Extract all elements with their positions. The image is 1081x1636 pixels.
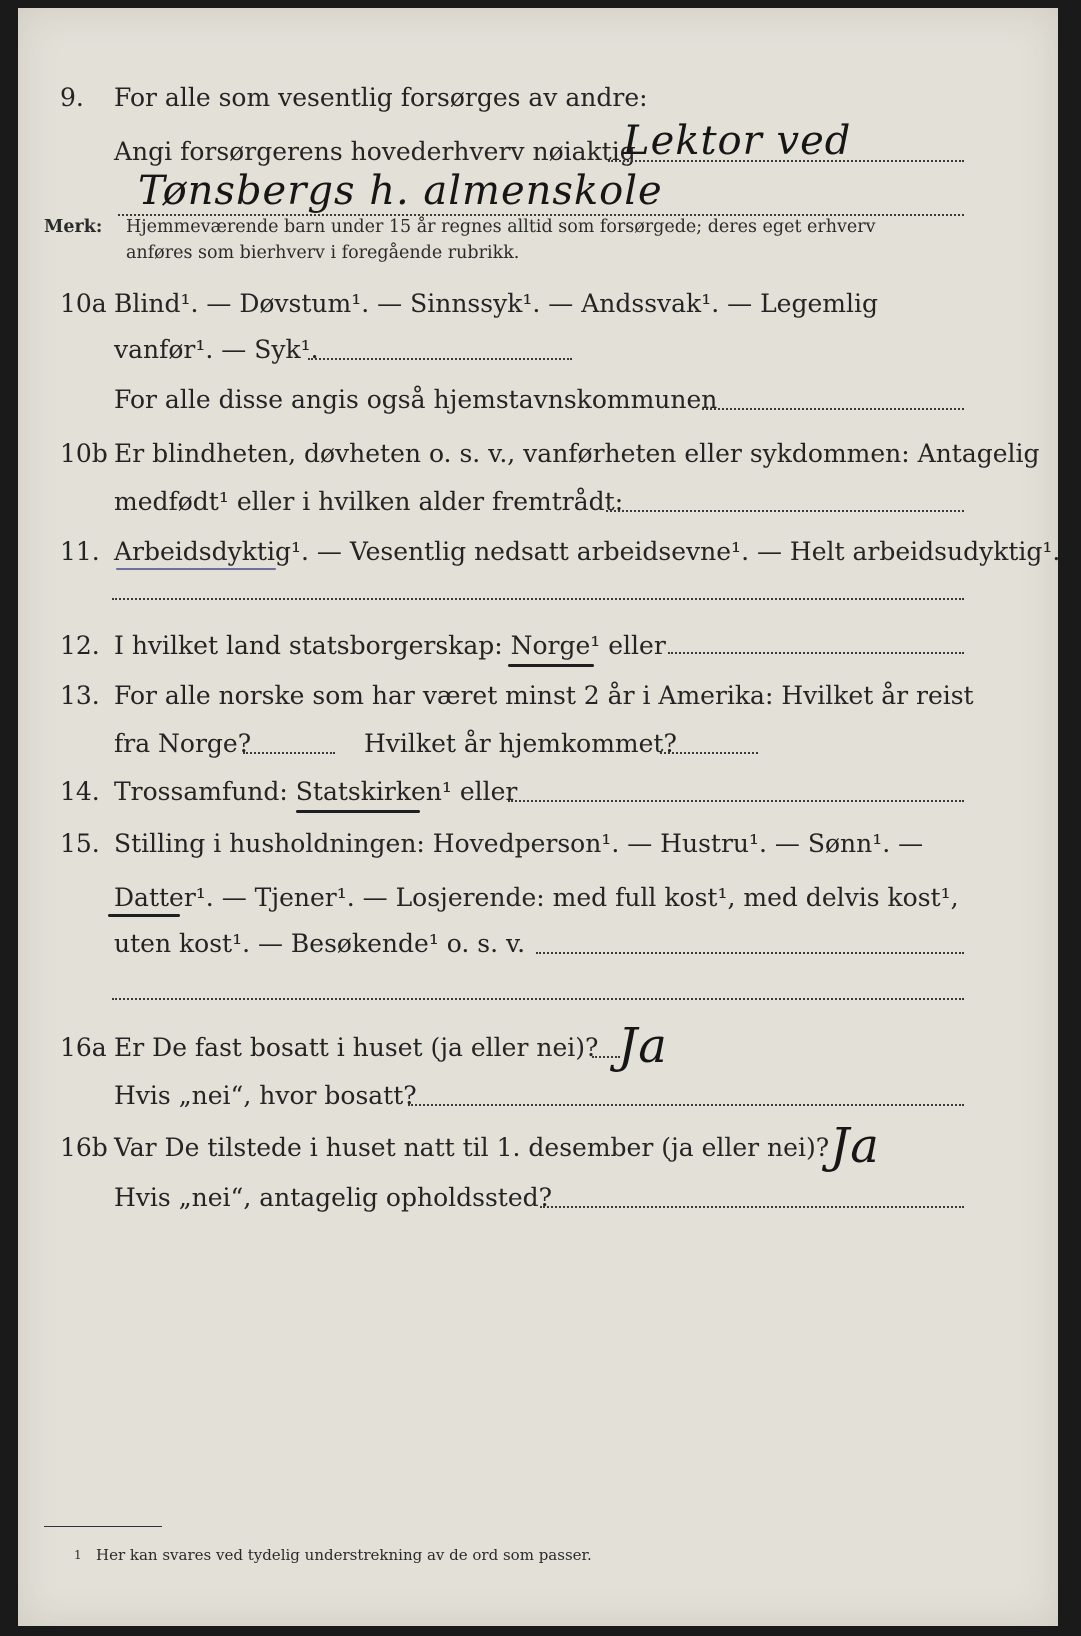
q9-provider-label: Angi forsørgerens hovederhverv nøiaktig	[114, 137, 636, 166]
q16b-text: Var De tilstede i huset natt til 1. desember (ja eller nei)?	[114, 1133, 830, 1162]
q16a-text2: Hvis „nei“, hvor bosatt?	[114, 1081, 417, 1110]
q13-number: 13.	[60, 681, 100, 710]
q13-answer-line-b	[660, 752, 758, 754]
q14-underline-statskirken	[296, 810, 420, 813]
q14-answer-line	[508, 800, 964, 802]
q10a-text3: For alle disse angis også hjemstavnskommunen	[114, 385, 718, 414]
q15-text2: Datter¹. — Tjener¹. — Losjerende: med full kost¹, med delvis kost¹,	[114, 883, 959, 912]
q16b-handwritten-answer: Ja	[830, 1118, 880, 1174]
q10a-text2: vanfør¹. — Syk¹.	[114, 335, 319, 364]
q14-number: 14.	[60, 777, 100, 806]
q15-text3: uten kost¹. — Besøkende¹ o. s. v.	[114, 929, 526, 958]
merk-label: Merk:	[44, 217, 103, 237]
q16b-number: 16b	[60, 1133, 108, 1162]
footnote-text: Her kan svares ved tydelig understrekning av de ord som passer.	[96, 1546, 592, 1564]
q16a-handwritten-answer: Ja	[618, 1018, 668, 1074]
q13-text2a: fra Norge?	[114, 729, 252, 758]
census-form-page	[18, 8, 1061, 1626]
q10a-answer-line	[308, 358, 572, 360]
q9-handwritten-answer-a: Lektor ved	[623, 118, 852, 164]
q15-text: Stilling i husholdningen: Hovedperson¹. — Hustru¹. — Sønn¹. —	[114, 829, 924, 858]
q9-handwritten-answer-b: Tønsbergs h. almenskole	[138, 168, 663, 214]
q11-answer-line	[112, 598, 964, 600]
q12-number: 12.	[60, 631, 100, 660]
q16b-answer-line	[540, 1206, 964, 1208]
q16a-number: 16a	[60, 1033, 107, 1062]
q16a-text: Er De fast bosatt i huset (ja eller nei)?	[114, 1033, 599, 1062]
q10a-number: 10a	[60, 289, 107, 318]
q10b-text2: medfødt¹ eller i hvilken alder fremtrådt:	[114, 487, 624, 516]
q11-number: 11.	[60, 537, 100, 566]
q10b-answer-line	[606, 510, 964, 512]
q16a-answer-line	[592, 1056, 620, 1058]
footnote-separator	[44, 1526, 162, 1527]
q12-answer-line	[668, 652, 964, 654]
q10b-text: Er blindheten, døvheten o. s. v., vanførheten eller sykdommen: Antagelig	[114, 439, 1040, 468]
q12-text: I hvilket land statsborgerskap: Norge¹ eller	[114, 631, 666, 660]
q16a-answer-line-2	[408, 1104, 964, 1106]
q15-answer-line-2	[112, 998, 964, 1000]
q10a-text: Blind¹. — Døvstum¹. — Sinnssyk¹. — Andssvak¹. — Legemlig	[114, 289, 878, 318]
q14-text: Trossamfund: Statskirken¹ eller	[114, 777, 518, 806]
q9-text: For alle som vesentlig forsørges av andre:	[114, 83, 648, 112]
footnote-mark: 1	[74, 1548, 82, 1562]
q15-answer-line	[536, 952, 964, 954]
q15-number: 15.	[60, 829, 100, 858]
q12-underline-norge	[508, 664, 594, 667]
q11-underline-arbeidsdyktig	[116, 568, 276, 570]
q16b-text2: Hvis „nei“, antagelig opholdssted?	[114, 1183, 553, 1212]
q9-number: 9.	[60, 83, 84, 112]
q11-text: Arbeidsdyktig¹. — Vesentlig nedsatt arbeidsevne¹. — Helt arbeidsudyktig¹.	[114, 537, 1061, 566]
q13-text2b: Hvilket år hjemkommet?	[364, 729, 677, 758]
q15-underline-datter	[108, 914, 180, 917]
merk-line1: Hjemmeværende barn under 15 år regnes alltid som forsørgede; deres eget erhverv	[126, 217, 876, 237]
q10b-number: 10b	[60, 439, 108, 468]
merk-line2: anføres som bierhverv i foregående rubrikk.	[126, 243, 520, 263]
q13-answer-line-a	[243, 752, 335, 754]
q13-text: For alle norske som har været minst 2 år i Amerika: Hvilket år reist	[114, 681, 974, 710]
q10a-answer-line-2	[702, 408, 964, 410]
